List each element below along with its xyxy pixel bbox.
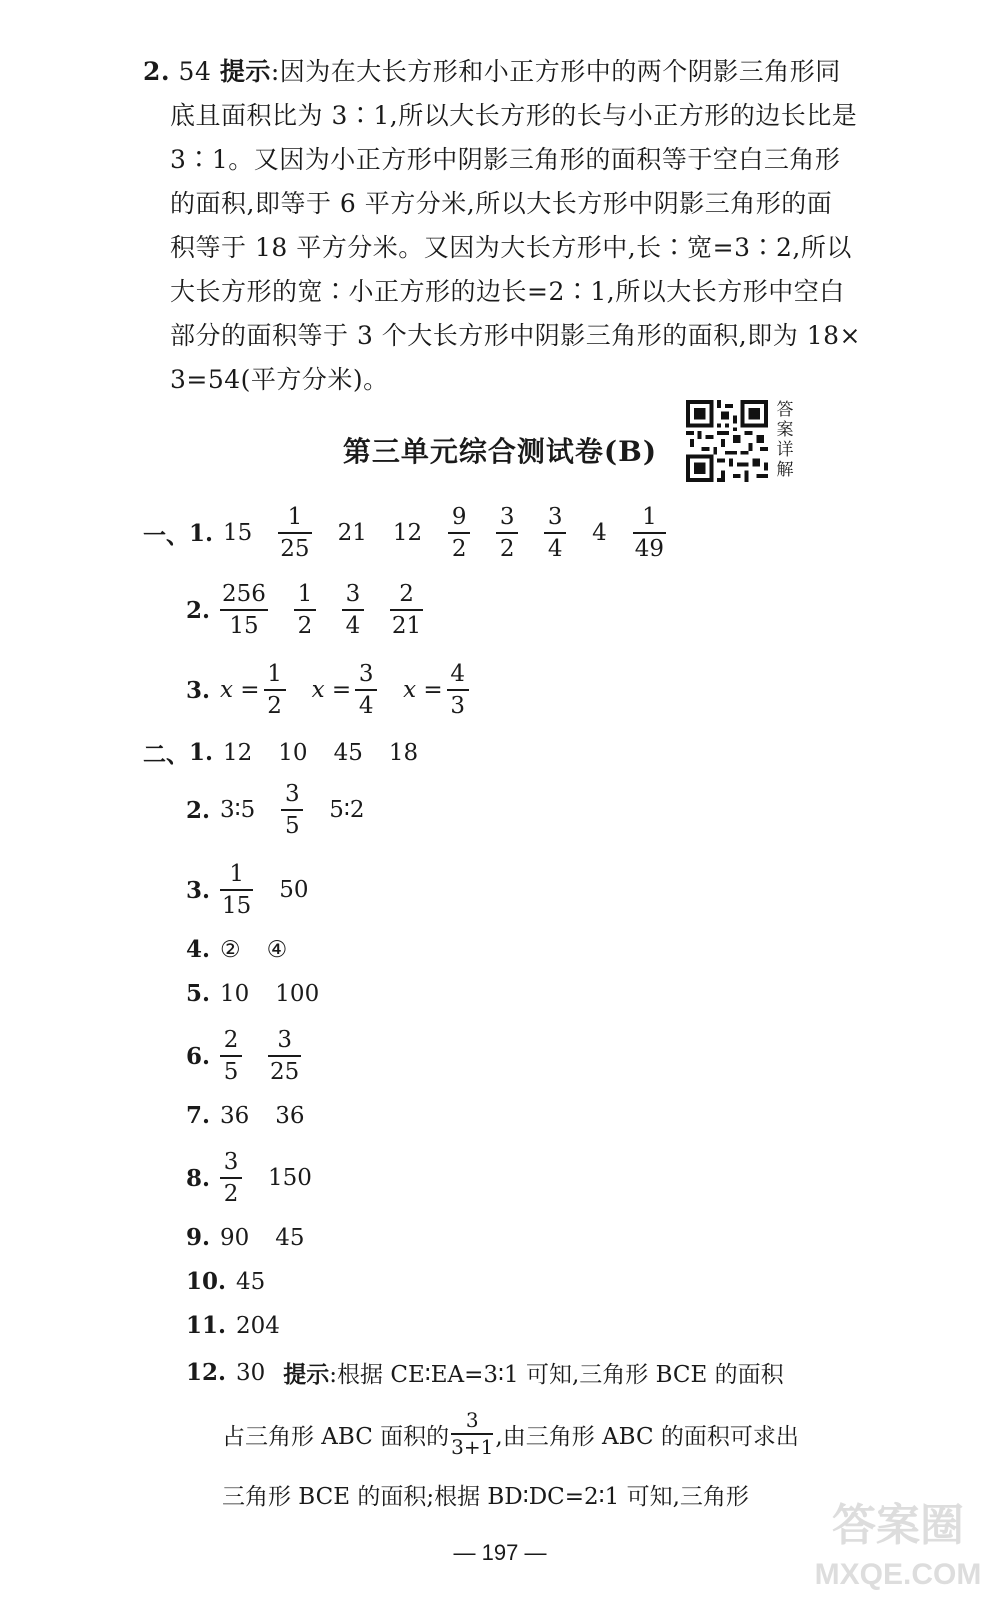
answer-2-line-6: 大长方形的宽∶小正方形的边长=2∶1,所以大长方形中空白 <box>170 277 845 306</box>
qr-label: 答 案 详 解 <box>776 400 794 480</box>
section-label: 一、 <box>143 521 189 549</box>
answer-number: 2. <box>143 57 171 86</box>
svg-text:MXQE.COM: MXQE.COM <box>814 1558 982 1591</box>
fraction: $\frac{3}{2}$ <box>220 1150 242 1206</box>
page-title: 第三单元综合测试卷(B) <box>342 435 658 468</box>
fraction: $\frac{3}{3+1}$ <box>451 1408 494 1459</box>
answer-2-line-5: 积等于 18 平方分米。又因为大长方形中,长∶宽=3∶2,所以 <box>170 233 852 262</box>
hint-label: 提示 <box>283 1361 330 1388</box>
section-label: 二、 <box>143 741 189 768</box>
fraction: $\frac{1}{2}$ <box>294 582 316 638</box>
s2-q9: 9. 90 45 <box>186 1224 305 1251</box>
svg-text:答案圈: 答案圈 <box>832 1501 964 1550</box>
fraction: $\frac{9}{2}$ <box>448 505 470 561</box>
s2-q10: 10. 45 <box>186 1268 266 1295</box>
fraction: $\frac{1}{15}$ <box>222 861 252 920</box>
hint-text: :根据 CE∶EA=3∶1 可知,三角形 BCE 的面积 <box>329 1362 784 1388</box>
watermark-logo-icon <box>812 1488 984 1594</box>
s2-q12-line-2: 占三角形 ABC 面积的 $\frac{3}{3+1}$ ,由三角形 ABC 的面积可求出 <box>222 1408 799 1459</box>
s2-q8: 8. $\frac{3}{2}$ 150 <box>186 1149 312 1208</box>
s2-q12-line-3: 三角形 BCE 的面积;根据 BD∶DC=2∶1 可知,三角形 <box>222 1484 749 1510</box>
answer-2-line-8: 3=54(平方分米)。 <box>170 365 389 394</box>
s1-q1: 一、 1. 15 $\frac{1}{25}$ 21 12 $\frac{9}{2}$ $\frac{3}{2}$ $\frac{3}{4}$ 4 $\frac{1}{49}$ <box>143 504 665 563</box>
fraction: $\frac{1}{25}$ <box>280 504 310 563</box>
hint-label: 提示 <box>219 57 271 86</box>
answer-2-line-3: 3∶1。又因为小正方形中阴影三角形的面积等于空白三角形 <box>170 145 841 174</box>
s2-q3: 3. $\frac{1}{15}$ 50 <box>186 861 309 920</box>
answer-value: 54 <box>170 57 220 86</box>
s2-q11: 11. 204 <box>186 1312 280 1339</box>
s2-q12-line-1: 12. 30 提示 :根据 CE∶EA=3∶1 可知,三角形 BCE 的面积 <box>186 1356 784 1389</box>
hint-text: :因为在大长方形和小正方形中的两个阴影三角形同 <box>270 57 841 86</box>
fraction: $\frac{3}{2}$ <box>496 505 518 561</box>
fraction: $\frac{2}{5}$ <box>220 1028 242 1084</box>
s2-q2: 2. 3∶5 $\frac{3}{5}$ 5∶2 <box>186 781 365 840</box>
s1-q2: 2. $\frac{256}{15}$ $\frac{1}{2}$ $\frac{3}{4}$ $\frac{2}{21}$ <box>186 581 422 640</box>
answer-2-line-7: 部分的面积等于 3 个大长方形中阴影三角形的面积,即为 18× <box>170 321 861 350</box>
s2-q1: 二、 1. 12 10 45 18 <box>143 736 444 769</box>
s2-q7: 7. 36 36 <box>186 1102 305 1129</box>
fraction: $\frac{2}{21}$ <box>391 581 422 640</box>
s1-q3: 3. x = $\frac{1}{2}$ x = $\frac{3}{4}$ x = $\frac{4}{3}$ <box>186 662 495 718</box>
s2-q5: 5. 10 100 <box>186 980 320 1007</box>
fraction: $\frac{1}{2}$ <box>264 662 286 718</box>
s2-q4: 4. ② ④ <box>186 936 288 963</box>
fraction: $\frac{3}{4}$ <box>355 662 377 718</box>
fraction: $\frac{3}{5}$ <box>281 782 303 838</box>
fraction: $\frac{3}{4}$ <box>342 582 364 638</box>
answer-2-line-4: 的面积,即等于 6 平方分米,所以大长方形中阴影三角形的面 <box>170 189 833 218</box>
fraction: $\frac{3}{25}$ <box>270 1027 300 1086</box>
s2-q6: 6. $\frac{2}{5}$ $\frac{3}{25}$ <box>186 1027 300 1086</box>
fraction: $\frac{256}{15}$ <box>222 581 266 640</box>
page-number: — 197 — <box>453 1540 547 1565</box>
fraction: $\frac{1}{49}$ <box>634 504 665 563</box>
answer-2-line-2: 底且面积比为 3∶1,所以大长方形的长与小正方形的边长比是 <box>170 101 858 130</box>
fraction: $\frac{3}{4}$ <box>544 505 566 561</box>
answer-2-line-1 <box>143 52 841 88</box>
fraction: $\frac{4}{3}$ <box>447 662 469 718</box>
